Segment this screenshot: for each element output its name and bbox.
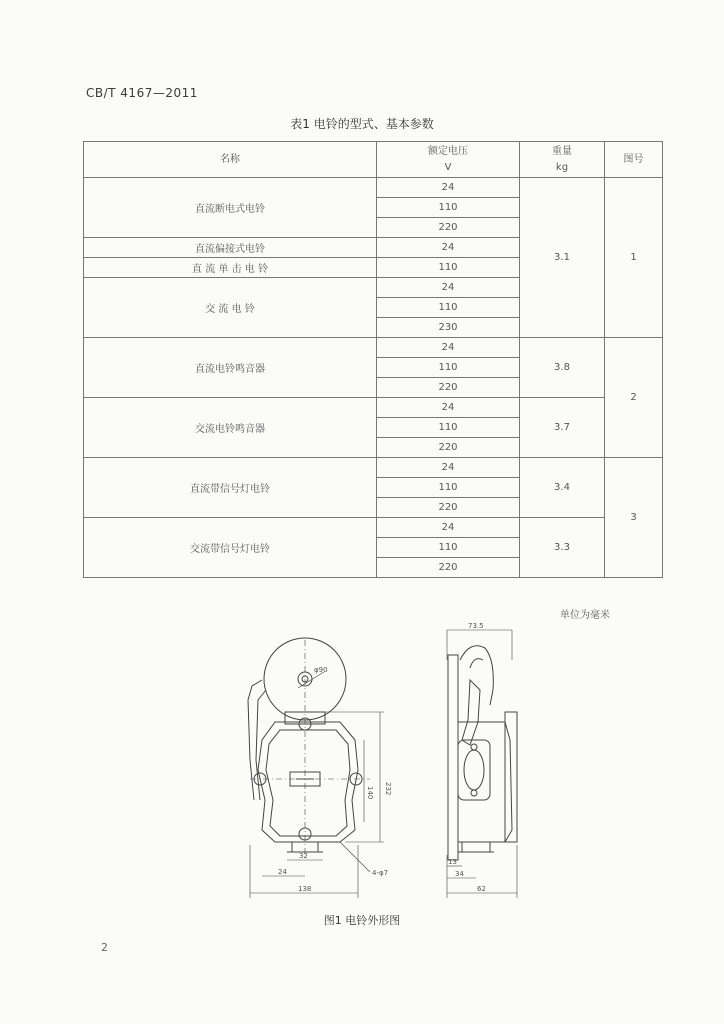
weight-cell: 3.8 (520, 338, 605, 398)
voltage-cell: 110 (377, 538, 520, 558)
unit-note: 单位为毫米 (560, 610, 610, 621)
voltage-cell: 110 (377, 258, 520, 278)
row-name: 直流电铃鸣音器 (84, 338, 377, 398)
side-hammer (462, 680, 480, 745)
voltage-cell: 220 (377, 378, 520, 398)
voltage-cell: 110 (377, 418, 520, 438)
header-figure: 图号 (605, 142, 663, 178)
page-number: 2 (101, 941, 108, 954)
side-view (447, 630, 517, 898)
dim-side-13: 13 (448, 858, 457, 866)
voltage-cell: 220 (377, 218, 520, 238)
voltage-cell: 220 (377, 438, 520, 458)
dim-24: 24 (278, 868, 287, 876)
weight-cell: 3.4 (520, 458, 605, 518)
header-weight-unit: kg (555, 161, 569, 173)
weight-cell: 3.1 (520, 178, 605, 338)
row-name: 直 流 单 击 电 铃 (84, 258, 377, 278)
dim-height-box: 140 (366, 786, 374, 800)
dim-side-34: 34 (455, 870, 464, 878)
figure-cell: 3 (605, 458, 663, 578)
side-gland (462, 842, 490, 852)
row-name: 直流偏接式电铃 (84, 238, 377, 258)
dim-32: 32 (299, 852, 308, 860)
row-name: 直流断电式电铃 (84, 178, 377, 238)
side-back-plate (448, 655, 458, 860)
header-voltage-label: 额定电压 (428, 145, 468, 157)
voltage-cell: 110 (377, 358, 520, 378)
side-bell-cap (460, 646, 493, 705)
row-name: 交 流 电 铃 (84, 278, 377, 338)
voltage-cell: 24 (377, 238, 520, 258)
voltage-cell: 110 (377, 198, 520, 218)
figure-caption: 图1 电铃外形图 (323, 914, 401, 927)
header-name: 名称 (84, 142, 377, 178)
voltage-cell: 220 (377, 498, 520, 518)
side-window-lens (464, 750, 484, 790)
dim-138: 138 (298, 885, 312, 893)
header-voltage-unit: V (444, 161, 452, 173)
holes-leader (340, 842, 370, 872)
dim-side-top: 73.5 (468, 622, 484, 630)
weight-cell: 3.3 (520, 518, 605, 578)
figure-cell: 1 (605, 178, 663, 338)
dim-holes: 4-φ7 (372, 869, 389, 877)
figure-cell: 2 (605, 338, 663, 458)
weight-cell: 3.7 (520, 398, 605, 458)
table-title: 表1 电铃的型式、基本参数 (290, 117, 434, 131)
voltage-cell: 24 (377, 278, 520, 298)
box-outer (258, 722, 358, 842)
voltage-cell: 24 (377, 458, 520, 478)
front-view (248, 638, 384, 898)
header-weight-label: 重量 (552, 145, 572, 157)
side-window (458, 740, 490, 800)
side-screw-top (471, 744, 477, 750)
standard-code: CB/T 4167—2011 (86, 86, 198, 100)
side-screw-bottom (471, 790, 477, 796)
voltage-cell: 24 (377, 398, 520, 418)
dim-height-total: 232 (384, 782, 392, 796)
voltage-cell: 220 (377, 558, 520, 578)
box-inner (266, 730, 350, 836)
row-name: 交流电铃鸣音器 (84, 398, 377, 458)
voltage-cell: 24 (377, 178, 520, 198)
voltage-cell: 110 (377, 478, 520, 498)
dim-bell-dia: φ90 (314, 666, 328, 674)
side-bell-inner (470, 659, 483, 668)
voltage-cell: 230 (377, 318, 520, 338)
voltage-cell: 110 (377, 298, 520, 318)
voltage-cell: 24 (377, 518, 520, 538)
dim-side-62: 62 (477, 885, 486, 893)
row-name: 直流带信号灯电铃 (84, 458, 377, 518)
row-name: 交流带信号灯电铃 (84, 518, 377, 578)
voltage-cell: 24 (377, 338, 520, 358)
